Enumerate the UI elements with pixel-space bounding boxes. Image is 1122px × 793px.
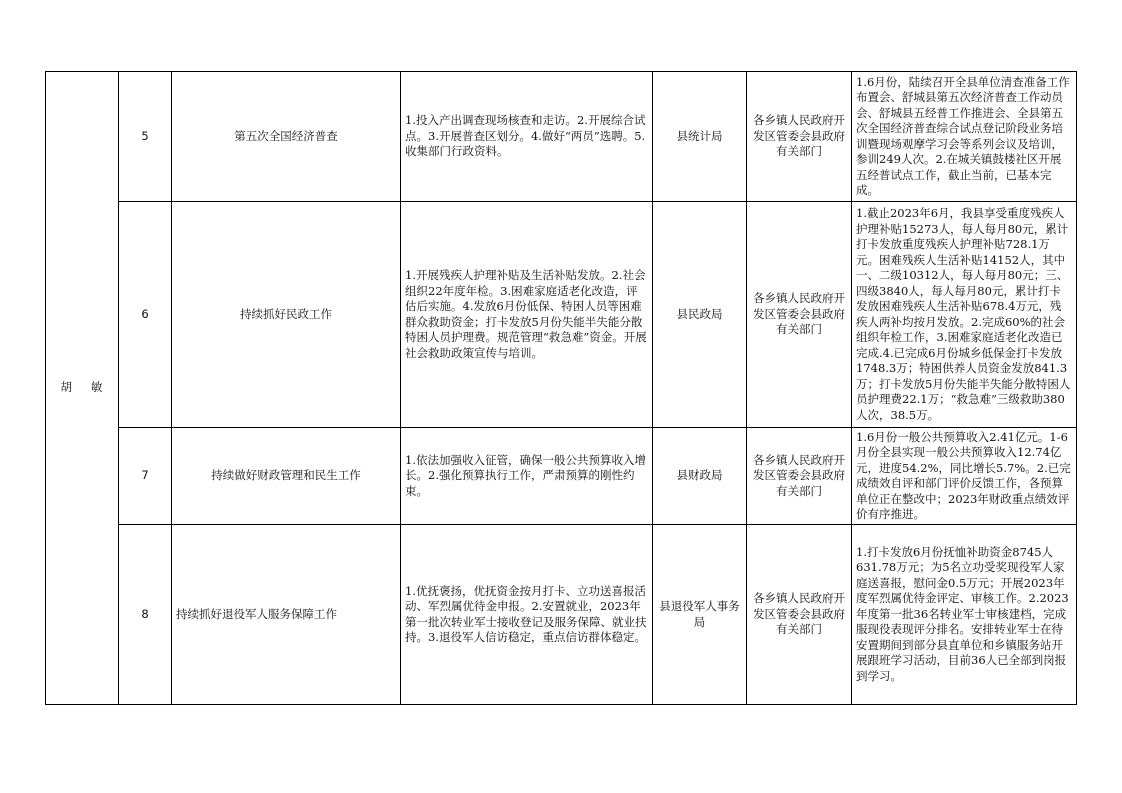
task-name: 持续抓好退役军人服务保障工作 [172, 525, 401, 705]
task-content: 1.优抚褒扬，优抚资金按月打卡、立功送喜报活动、军烈属优待金申报。2.安置就业，2023年第一批次转业军士接收登记及服务保障、就业扶持。3.退役军人信访稳定，重点信访群体稳定。 [401, 525, 653, 705]
cooperating-units: 各乡镇人民政府开发区管委会县政府有关部门 [747, 428, 852, 525]
task-name: 第五次全国经济普查 [172, 72, 401, 202]
lead-department: 县财政局 [653, 428, 747, 525]
progress-status: 1.截止2023年6月，我县享受重度残疾人护理补贴15273人，每人每月80元，累计打卡发放重度残疾人护理补贴728.1万元。困难残疾人生活补贴14152人，其中一、二级10312人，每人每月80元；三、四级3840人，每人每月80元，累计打卡发放困难残疾人生活补贴678.4万元，残疾人两补均按月发放。2.完成60%的社会组织年检工作，3.困难家庭适老化改造已完成.4.已完成6月份城乡低保金打卡发放1748.3万；特困供养人员资金发放841.3万；打卡发放5月份失能半失能分散特困人员护理费22.1万；“救急难”三级救助380人次，38.5万。 [852, 202, 1077, 428]
row-number: 7 [119, 428, 172, 525]
progress-status: 1.6月份一般公共预算收入2.41亿元。1-6月份全县实现一般公共预算收入12.74亿元，进度54.2%，同比增长5.7%。2.已完成绩效自评和部门评价反馈工作，各预算单位正在整改中；2023年财政重点绩效评价有序推进。 [852, 428, 1077, 525]
cooperating-units: 各乡镇人民政府开发区管委会县政府有关部门 [747, 202, 852, 428]
lead-department: 县统计局 [653, 72, 747, 202]
person-name-second: 敏 [91, 380, 104, 395]
table-row [46, 72, 1077, 202]
task-content: 1.依法加强收入征管，确保一般公共预算收入增长。2.强化预算执行工作，严肃预算的刚性约束。 [401, 428, 653, 525]
table-row [46, 428, 1077, 525]
person-name-first: 胡 [60, 380, 73, 395]
work-progress-table [45, 71, 1077, 705]
responsible-person-cell [46, 72, 119, 705]
row-number: 6 [119, 202, 172, 428]
cooperating-units: 各乡镇人民政府开发区管委会县政府有关部门 [747, 72, 852, 202]
task-name: 持续做好财政管理和民生工作 [172, 428, 401, 525]
progress-status: 1.6月份，陆续召开全县单位清查准备工作布置会、舒城县第五次经济普查工作动员会、舒城县五经普工作推进会、全县第五次全国经济普查综合试点登记阶段业务培训暨现场观摩学习会等系列会议及培训，参训249人次。2.在城关镇鼓楼社区开展五经普试点工作，截止当前，已基本完成。 [852, 72, 1077, 202]
task-content: 1.投入产出调查现场核查和走访。2.开展综合试点。3.开展普查区划分。4.做好“两员”选聘。5.收集部门行政资料。 [401, 72, 653, 202]
cooperating-units: 各乡镇人民政府开发区管委会县政府有关部门 [747, 525, 852, 705]
row-number: 8 [119, 525, 172, 705]
table-row [46, 525, 1077, 705]
lead-department: 县民政局 [653, 202, 747, 428]
row-number: 5 [119, 72, 172, 202]
table-row [46, 202, 1077, 428]
task-content: 1.开展残疾人护理补贴及生活补贴发放。2.社会组织22年度年检。3.困难家庭适老化改造，评估后实施。4.发放6月份低保、特困人员等困难群众救助资金；打卡发放5月份失能半失能分散特困人员护理费。规范管理“救急难”资金。开展社会救助政策宣传与培训。 [401, 202, 653, 428]
task-name: 持续抓好民政工作 [172, 202, 401, 428]
progress-status: 1.打卡发放6月份抚恤补助资金8745人631.78万元；为5名立功受奖现役军人家庭送喜报，慰问金0.5万元；开展2023年度军烈属优待金评定、审核工作。2.2023年度第一批36名转业军士审核建档，完成服现役表现评分排名。安排转业军士在待安置期间到部分县直单位和乡镇服务站开展跟班学习活动，目前36人已全部到岗报到学习。 [852, 525, 1077, 705]
lead-department: 县退役军人事务局 [653, 525, 747, 705]
